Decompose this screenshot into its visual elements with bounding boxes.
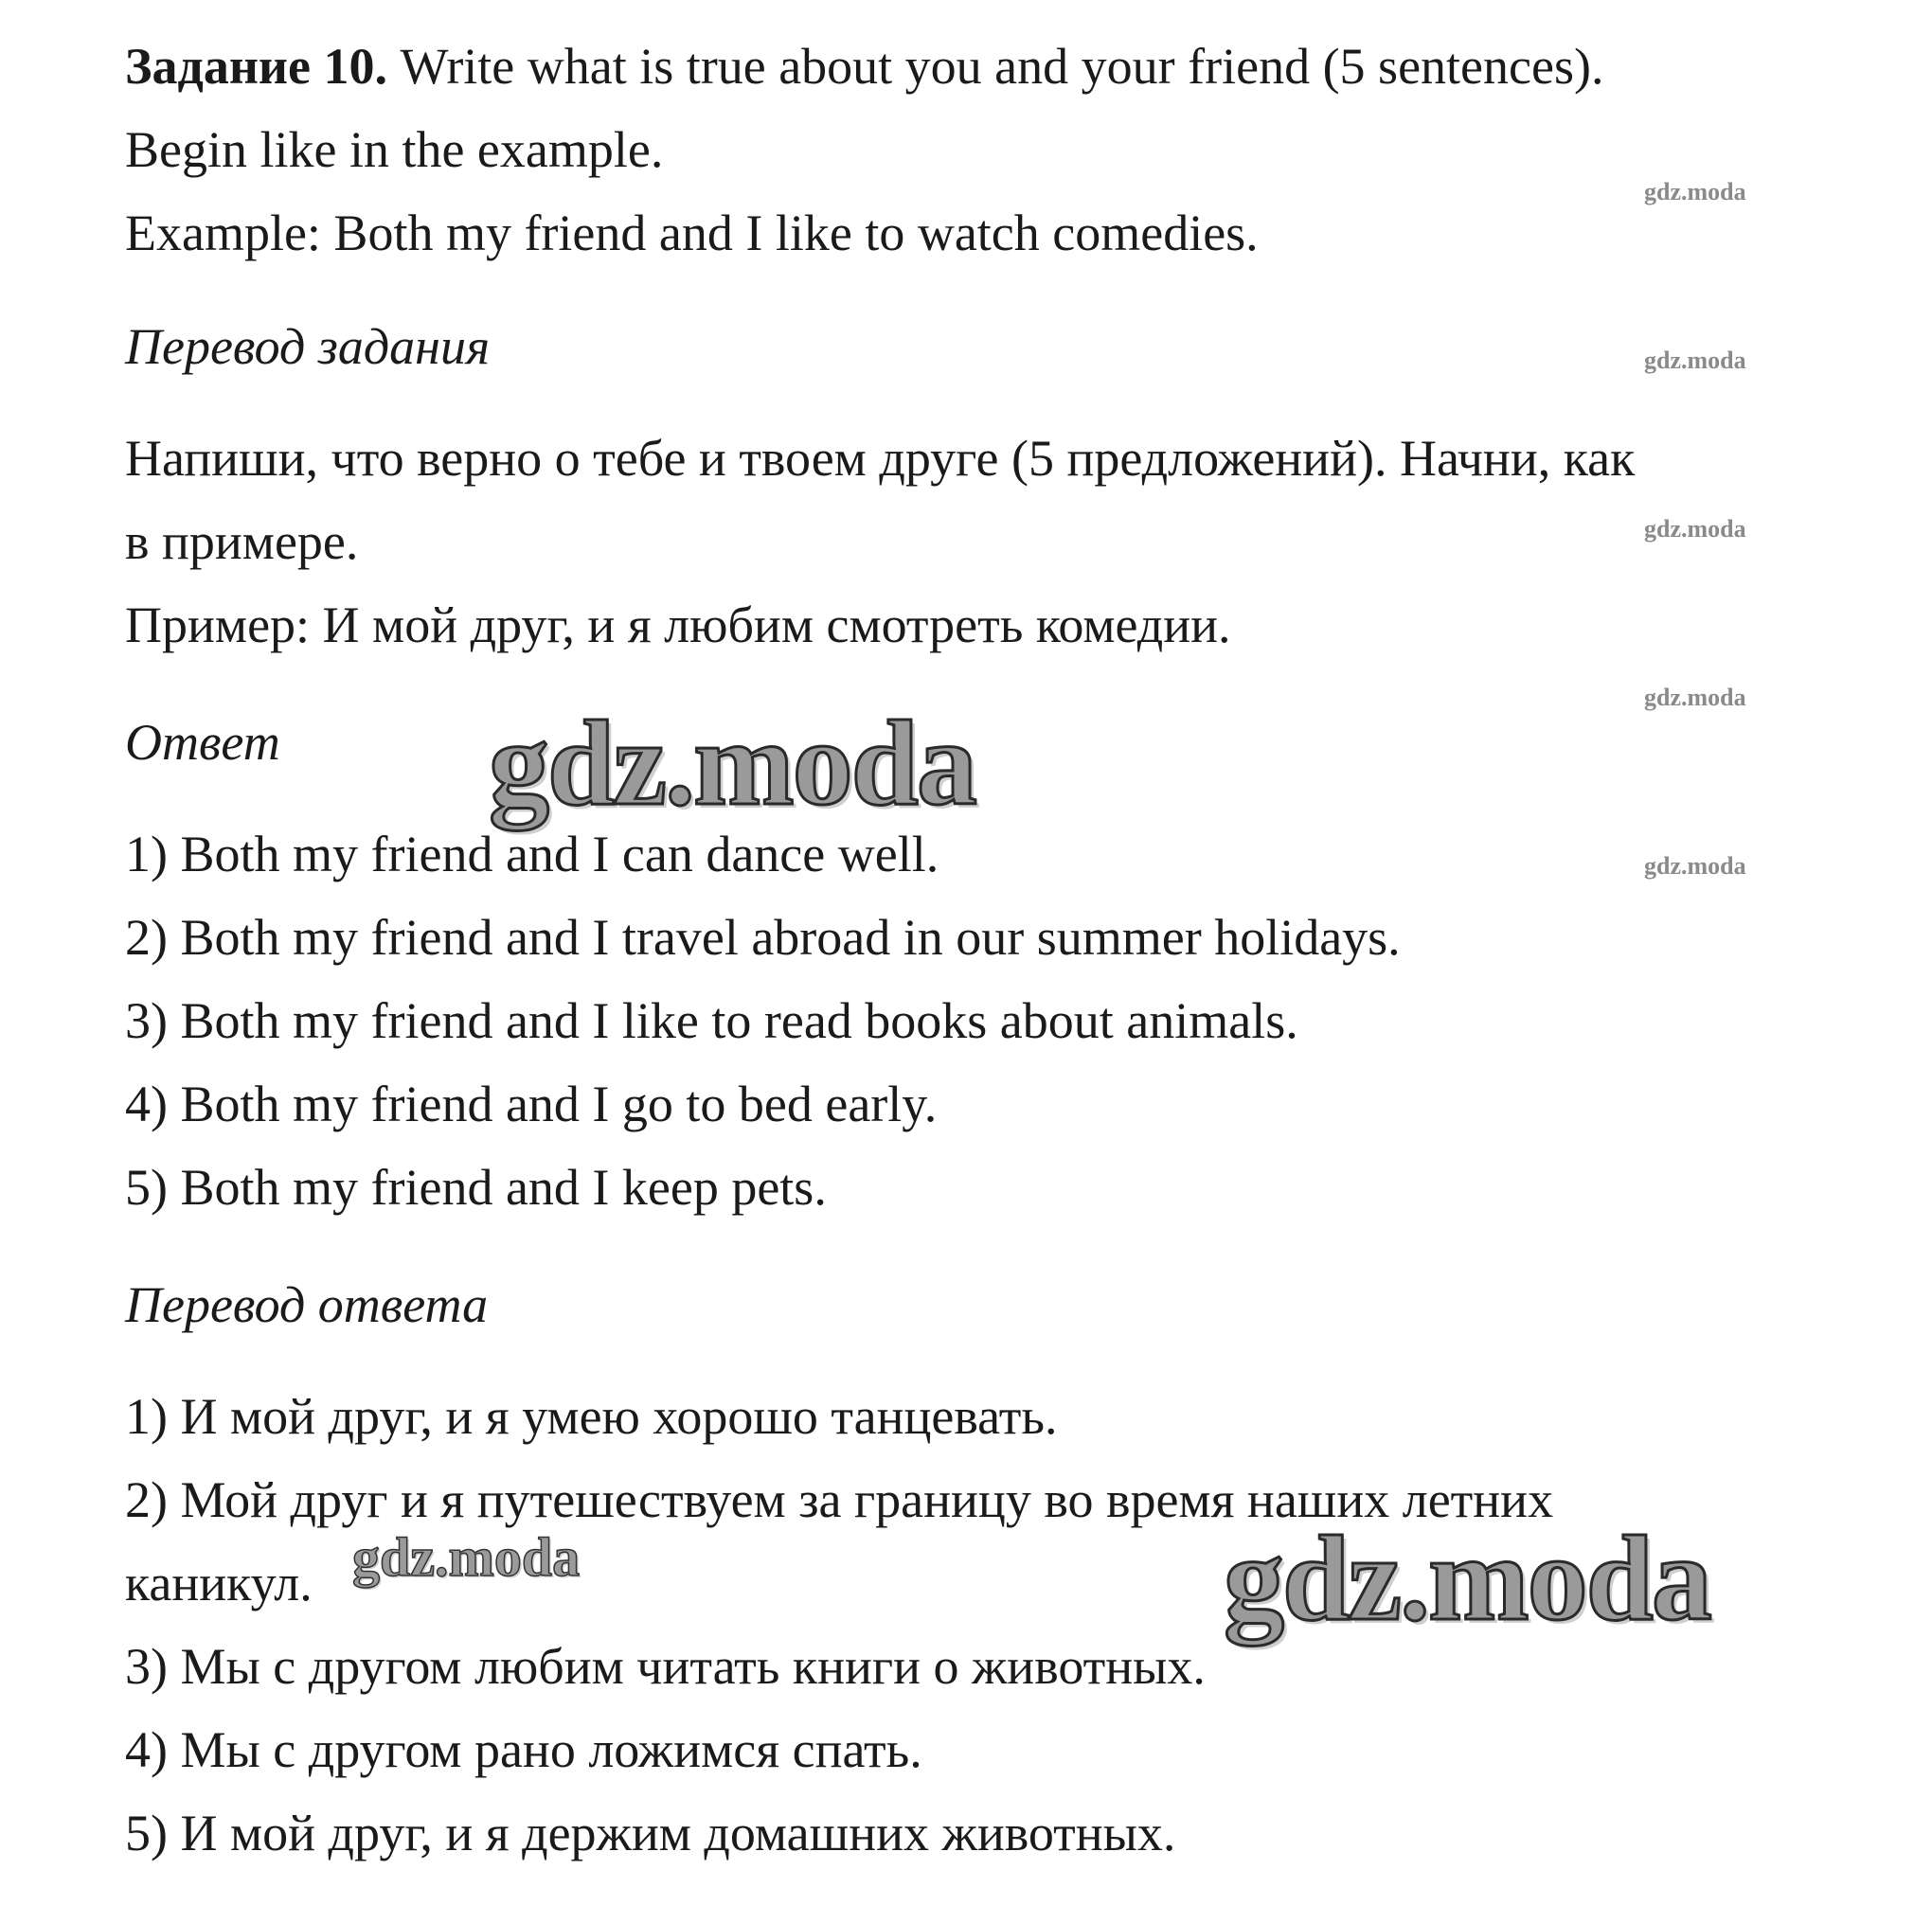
answer-item-1: 1) Both my friend and I can dance well. (125, 826, 939, 882)
watermark-small-3: gdz.moda (1644, 515, 1746, 543)
answer-translation-item-3: 3) Мы с другом любим читать книги о животных. (125, 1638, 1206, 1695)
answer-heading: Ответ (125, 714, 280, 771)
task-translation-line-2: в примере. (125, 513, 359, 570)
task-translation-heading: Перевод задания (125, 318, 491, 375)
answer-translation-item-2-line-1: 2) Мой друг и я путешествуем за границу во время наших летних (125, 1471, 1554, 1528)
answer-translation-item-2-line-2: каникул. (125, 1555, 313, 1611)
task-instruction: Write what is true about you and your friend (5 sentences). (400, 38, 1604, 95)
answer-translation-heading: Перевод ответа (125, 1276, 489, 1333)
watermark-medium: gdz.moda (352, 1526, 581, 1588)
answer-translation-item-1: 1) И мой друг, и я умею хорошо танцевать. (125, 1388, 1058, 1445)
task-translation-example: Пример: И мой друг, и я любим смотреть комедии. (125, 596, 1231, 653)
watermark-small-2: gdz.moda (1644, 347, 1746, 374)
answer-item-5: 5) Both my friend and I keep pets. (125, 1159, 827, 1216)
watermark-large-1: gdz.moda (489, 696, 975, 830)
answer-item-3: 3) Both my friend and I like to read books about animals. (125, 992, 1298, 1049)
task-line-2: Begin like in the example. (125, 121, 664, 178)
task-example: Example: Both my friend and I like to watch comedies. (125, 205, 1259, 261)
answer-item-2: 2) Both my friend and I travel abroad in our summer holidays. (125, 909, 1401, 966)
task-line-1 (125, 36, 1603, 97)
answer-translation-item-4: 4) Мы с другом рано ложимся спать. (125, 1721, 922, 1778)
answer-item-4: 4) Both my friend and I go to bed early. (125, 1076, 938, 1132)
task-translation-line-1: Напиши, что верно о тебе и твоем друге (5 предложений). Начни, как (125, 430, 1636, 487)
answer-translation-item-5: 5) И мой друг, и я держим домашних животных. (125, 1805, 1176, 1861)
task-label: Задание 10. (125, 38, 388, 95)
watermark-small-5: gdz.moda (1644, 852, 1746, 880)
watermark-large-2: gdz.moda (1224, 1511, 1710, 1646)
watermark-small-4: gdz.moda (1644, 684, 1746, 711)
watermark-small-1: gdz.moda (1644, 178, 1746, 205)
